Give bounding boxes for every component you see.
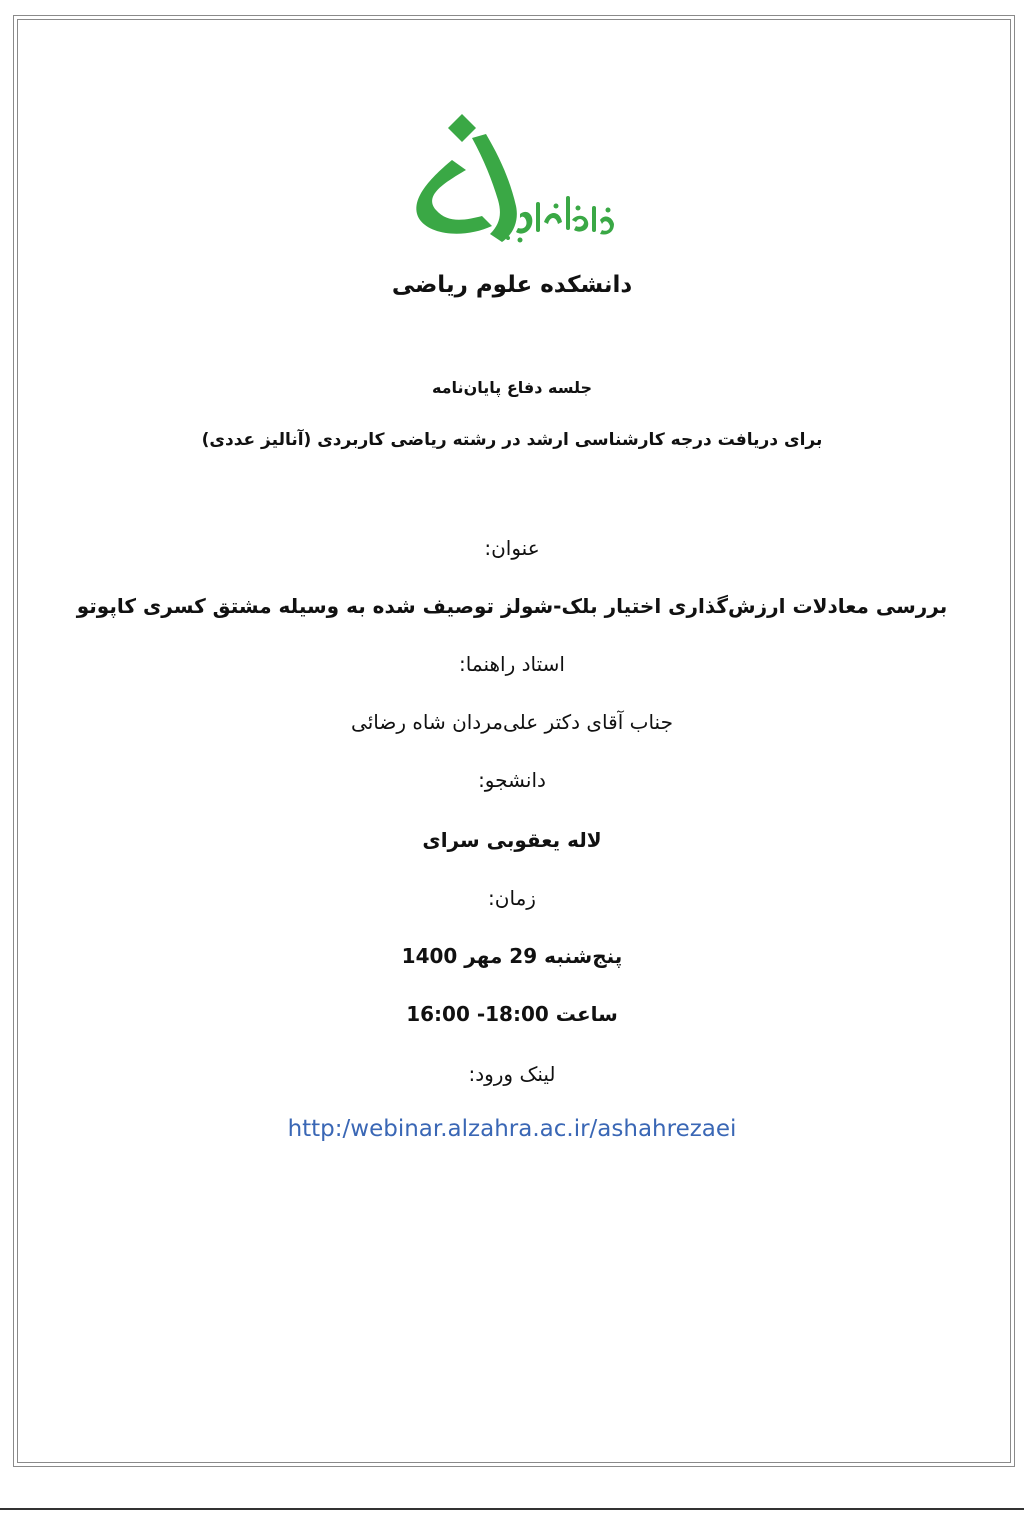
supervisor-label: استاد راهنما:	[459, 652, 565, 676]
alzahra-university-logo-icon	[408, 110, 624, 252]
degree-subtitle: برای دریافت درجه کارشناسی ارشد در رشته ریاضی کاربردی (آنالیز عددی)	[201, 430, 823, 450]
student-label: دانشجو:	[478, 768, 546, 792]
supervisor-name: جناب آقای دکتر علی‌مردان شاه رضائی	[351, 710, 673, 734]
defense-hour: ساعت 18:00- 16:00	[406, 1002, 618, 1026]
student-name: لاله یعقوبی سرای	[422, 828, 602, 852]
session-heading: جلسه دفاع پایان‌نامه	[431, 378, 593, 397]
title-label: عنوان:	[484, 536, 540, 560]
faculty-title: دانشکده علوم ریاضی	[391, 272, 633, 298]
webinar-link[interactable]: http:/webinar.alzahra.ac.ir/ashahrezaei	[287, 1116, 737, 1142]
link-label: لینک ورود:	[468, 1062, 556, 1086]
thesis-title: بررسی معادلات ارزش‌گذاری اختیار بلک-شولز توصیف شده به وسیله مشتق کسری کاپوتو	[76, 594, 948, 618]
time-label: زمان:	[488, 886, 536, 910]
bottom-divider	[0, 1508, 1024, 1510]
defense-date: پنج‌شنبه 29 مهر 1400	[401, 944, 623, 968]
